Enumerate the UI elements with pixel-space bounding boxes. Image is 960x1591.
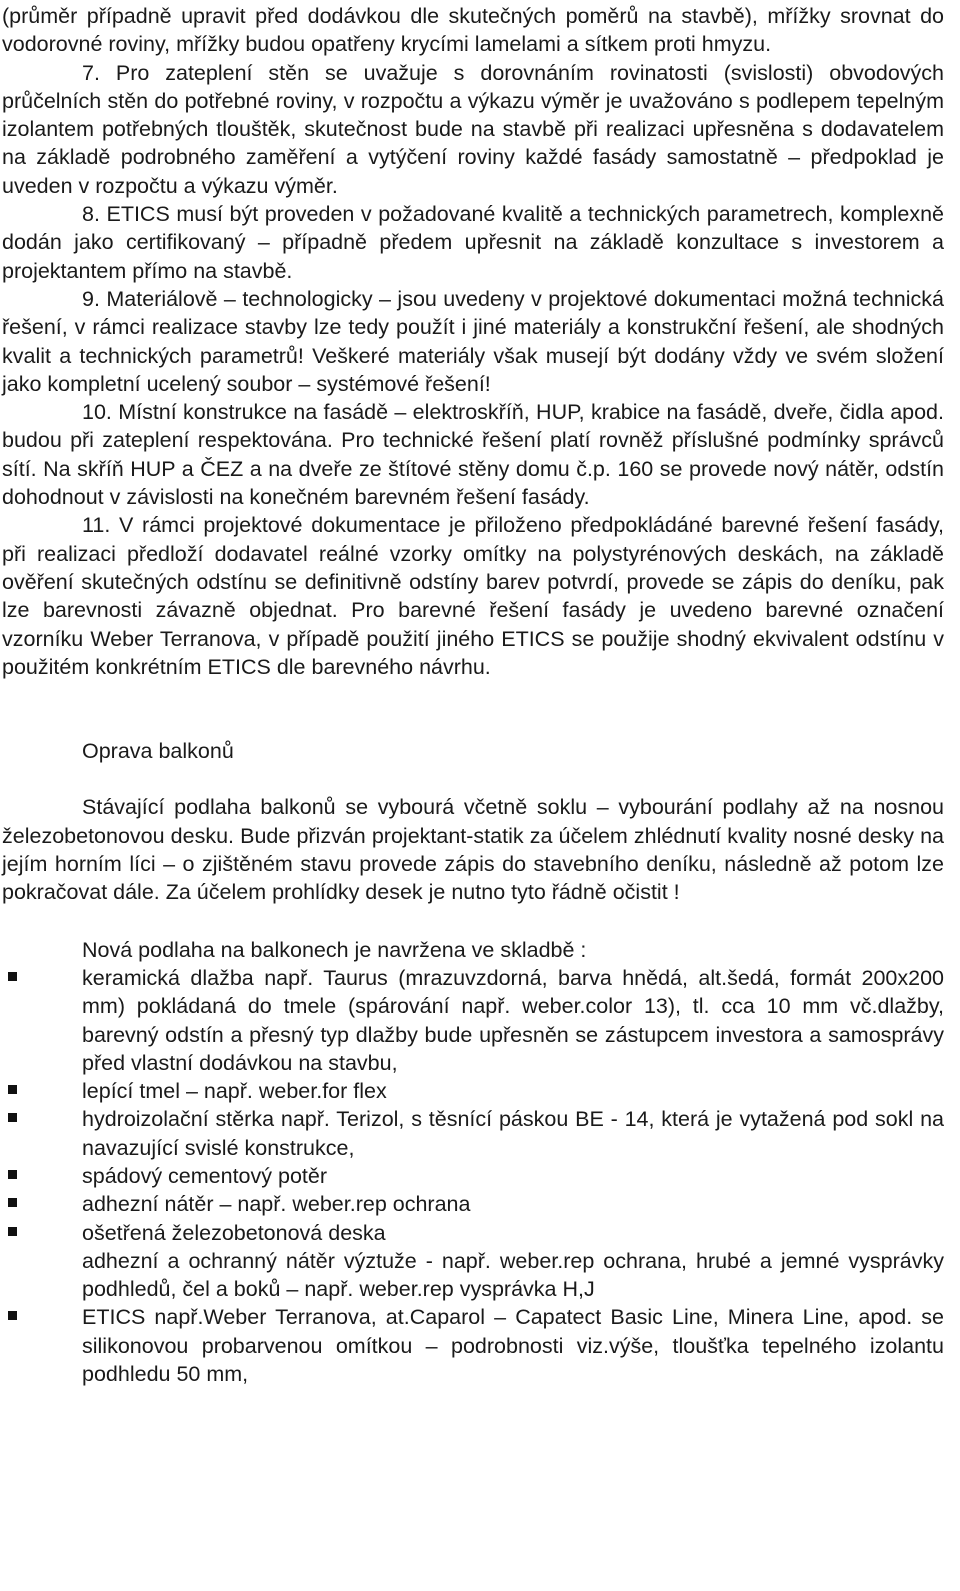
list-item-continuation: adhezní a ochranný nátěr výztuže - např. weber.rep ochrana, hrubé a jemné vysprávky podhledů, čel a boků – např. weber.rep vysprávka H,J xyxy=(82,1248,944,1302)
square-bullet-icon xyxy=(8,1170,17,1179)
section-heading: Oprava balkonů xyxy=(82,739,234,764)
list-intro: Nová podlaha na balkonech je navržena ve skladbě : xyxy=(82,937,587,962)
list-item xyxy=(2,1303,944,1388)
list-item-text: keramická dlažba např. Taurus (mrazuvzdorná, barva hnědá, alt.šedá, formát 200x200 mm) pokládaná do tmele (spárování např. weber.color 13), tl. cca 10 mm vč.dlažby, barevný odstín a přesný typ dlažby bude upřesněn se zástupcem investora a samosprávy před vlastní dodávkou na stavbu, xyxy=(82,965,944,1075)
paragraph-item-11: 11. V rámci projektové dokumentace je přiloženo předpokládáné barevné řešení fasády, při realizaci předloží dodavatel reálné vzorky omítky na polystyrénových deskách, na základě ověření skutečných odstínu se definitivně odstíny barev potvrdí, provede se zápis do deníku, pak lze barevnosti závazně objednat. Pro barevné řešení fasády je uvedeno barevné označení vzorníku Weber Terranova, v případě použití jiného ETICS se použije shodný ekvivalent odstínu v použitém konkrétním ETICS dle barevného návrhu. xyxy=(2,513,944,679)
paragraph-item-10: 10. Místní konstrukce na fasádě – elektroskříň, HUP, krabice na fasádě, dveře, čidla apod. budou při zateplení respektována. Pro technické řešení platí rovněž příslušné podmínky správců sítí. Na skříň HUP a ČEZ a na dveře ze štítové stěny domu č.p. 160 se provede nový nátěr, odstín dohodnout v závislosti na konečném barevném řešení fasády. xyxy=(2,400,944,510)
paragraph-item-9: 9. Materiálově – technologicky – jsou uvedeny v projektové dokumentaci možná technická řešení, v rámci realizace stavby lze tedy použít i jiné materiály a konstrukční řešení, ale shodných kvalit a technických parametrů! Veškeré materiály však musejí být dodány vždy ve svém složení jako kompletní ucelený soubor – systémové řešení! xyxy=(2,286,944,396)
square-bullet-icon xyxy=(8,1198,17,1207)
paragraph-item-7: 7. Pro zateplení stěn se uvažuje s dorovnáním rovinatosti (svislosti) obvodových průčelních stěn do potřebné roviny, v rozpočtu a výkazu výměr je uvažováno s podlepem tepelným izolantem potřebných tlouštěk, skutečnost bude na stavbě při realizaci upřesněna s dodavatelem na základě podrobného zaměření a vytýčení roviny každé fasády samostatně – předpoklad je uveden v rozpočtu a výkazu výměr. xyxy=(2,60,944,198)
list-item xyxy=(2,1077,944,1105)
spacer xyxy=(2,681,944,737)
square-bullet-icon xyxy=(8,1311,17,1320)
list-item xyxy=(2,1162,944,1190)
spacer xyxy=(2,907,944,936)
list-item xyxy=(2,964,944,1077)
list-item-text: hydroizolační stěrka např. Terizol, s těsnící páskou BE - 14, která je vytažená pod sokl na navazující svislé konstrukce, xyxy=(82,1107,944,1160)
square-bullet-icon xyxy=(8,1085,17,1094)
paragraph-vents-continued: (průměr případně upravit před dodávkou dle skutečných poměrů na stavbě), mřížky srovnat do vodorovné roviny, mřížky budou opatřeny krycími lamelami a sítkem proti hmyzu. xyxy=(2,4,944,57)
list-item-text: adhezní nátěr – např. weber.rep ochrana xyxy=(82,1192,471,1217)
list-item-text: ETICS např.Weber Terranova, at.Caparol – Capatect Basic Line, Minera Line, apod. se silikonovou probarvenou omítkou – podrobnosti viz.výše, tloušťka tepelného izolantu podhledu 50 mm, xyxy=(82,1305,944,1387)
list-item xyxy=(2,1105,944,1162)
list-item xyxy=(2,1219,944,1247)
list-item-text: ošetřená železobetonová deska xyxy=(82,1220,386,1245)
section-paragraph: Stávající podlaha balkonů se vybourá včetně soklu – vybourání podlahy až na nosnou železobetonovou desku. Bude přizván projektant-statik za účelem zhlédnutí kvality nosné desky na jejím horním líci – o zjištěném stavu provede zápis do stavebního deníku, následně až potom lze pokračovat dále. Za účelem prohlídky desek je nutno tyto řádně očistit ! xyxy=(2,795,944,905)
layer-list xyxy=(2,964,944,1388)
list-item-text: lepící tmel – např. weber.for flex xyxy=(82,1079,387,1104)
list-item xyxy=(2,1190,944,1218)
square-bullet-icon xyxy=(8,972,17,981)
paragraph-item-8: 8. ETICS musí být proveden v požadované kvalitě a technických parametrech, komplexně dodán jako certifikovaný – případně předem upřesnit na základě konzultace s investorem a projektantem přímo na stavbě. xyxy=(2,202,944,283)
square-bullet-icon xyxy=(8,1113,17,1122)
square-bullet-icon xyxy=(8,1227,17,1236)
spacer xyxy=(2,765,944,793)
list-item-text: spádový cementový potěr xyxy=(82,1163,327,1188)
